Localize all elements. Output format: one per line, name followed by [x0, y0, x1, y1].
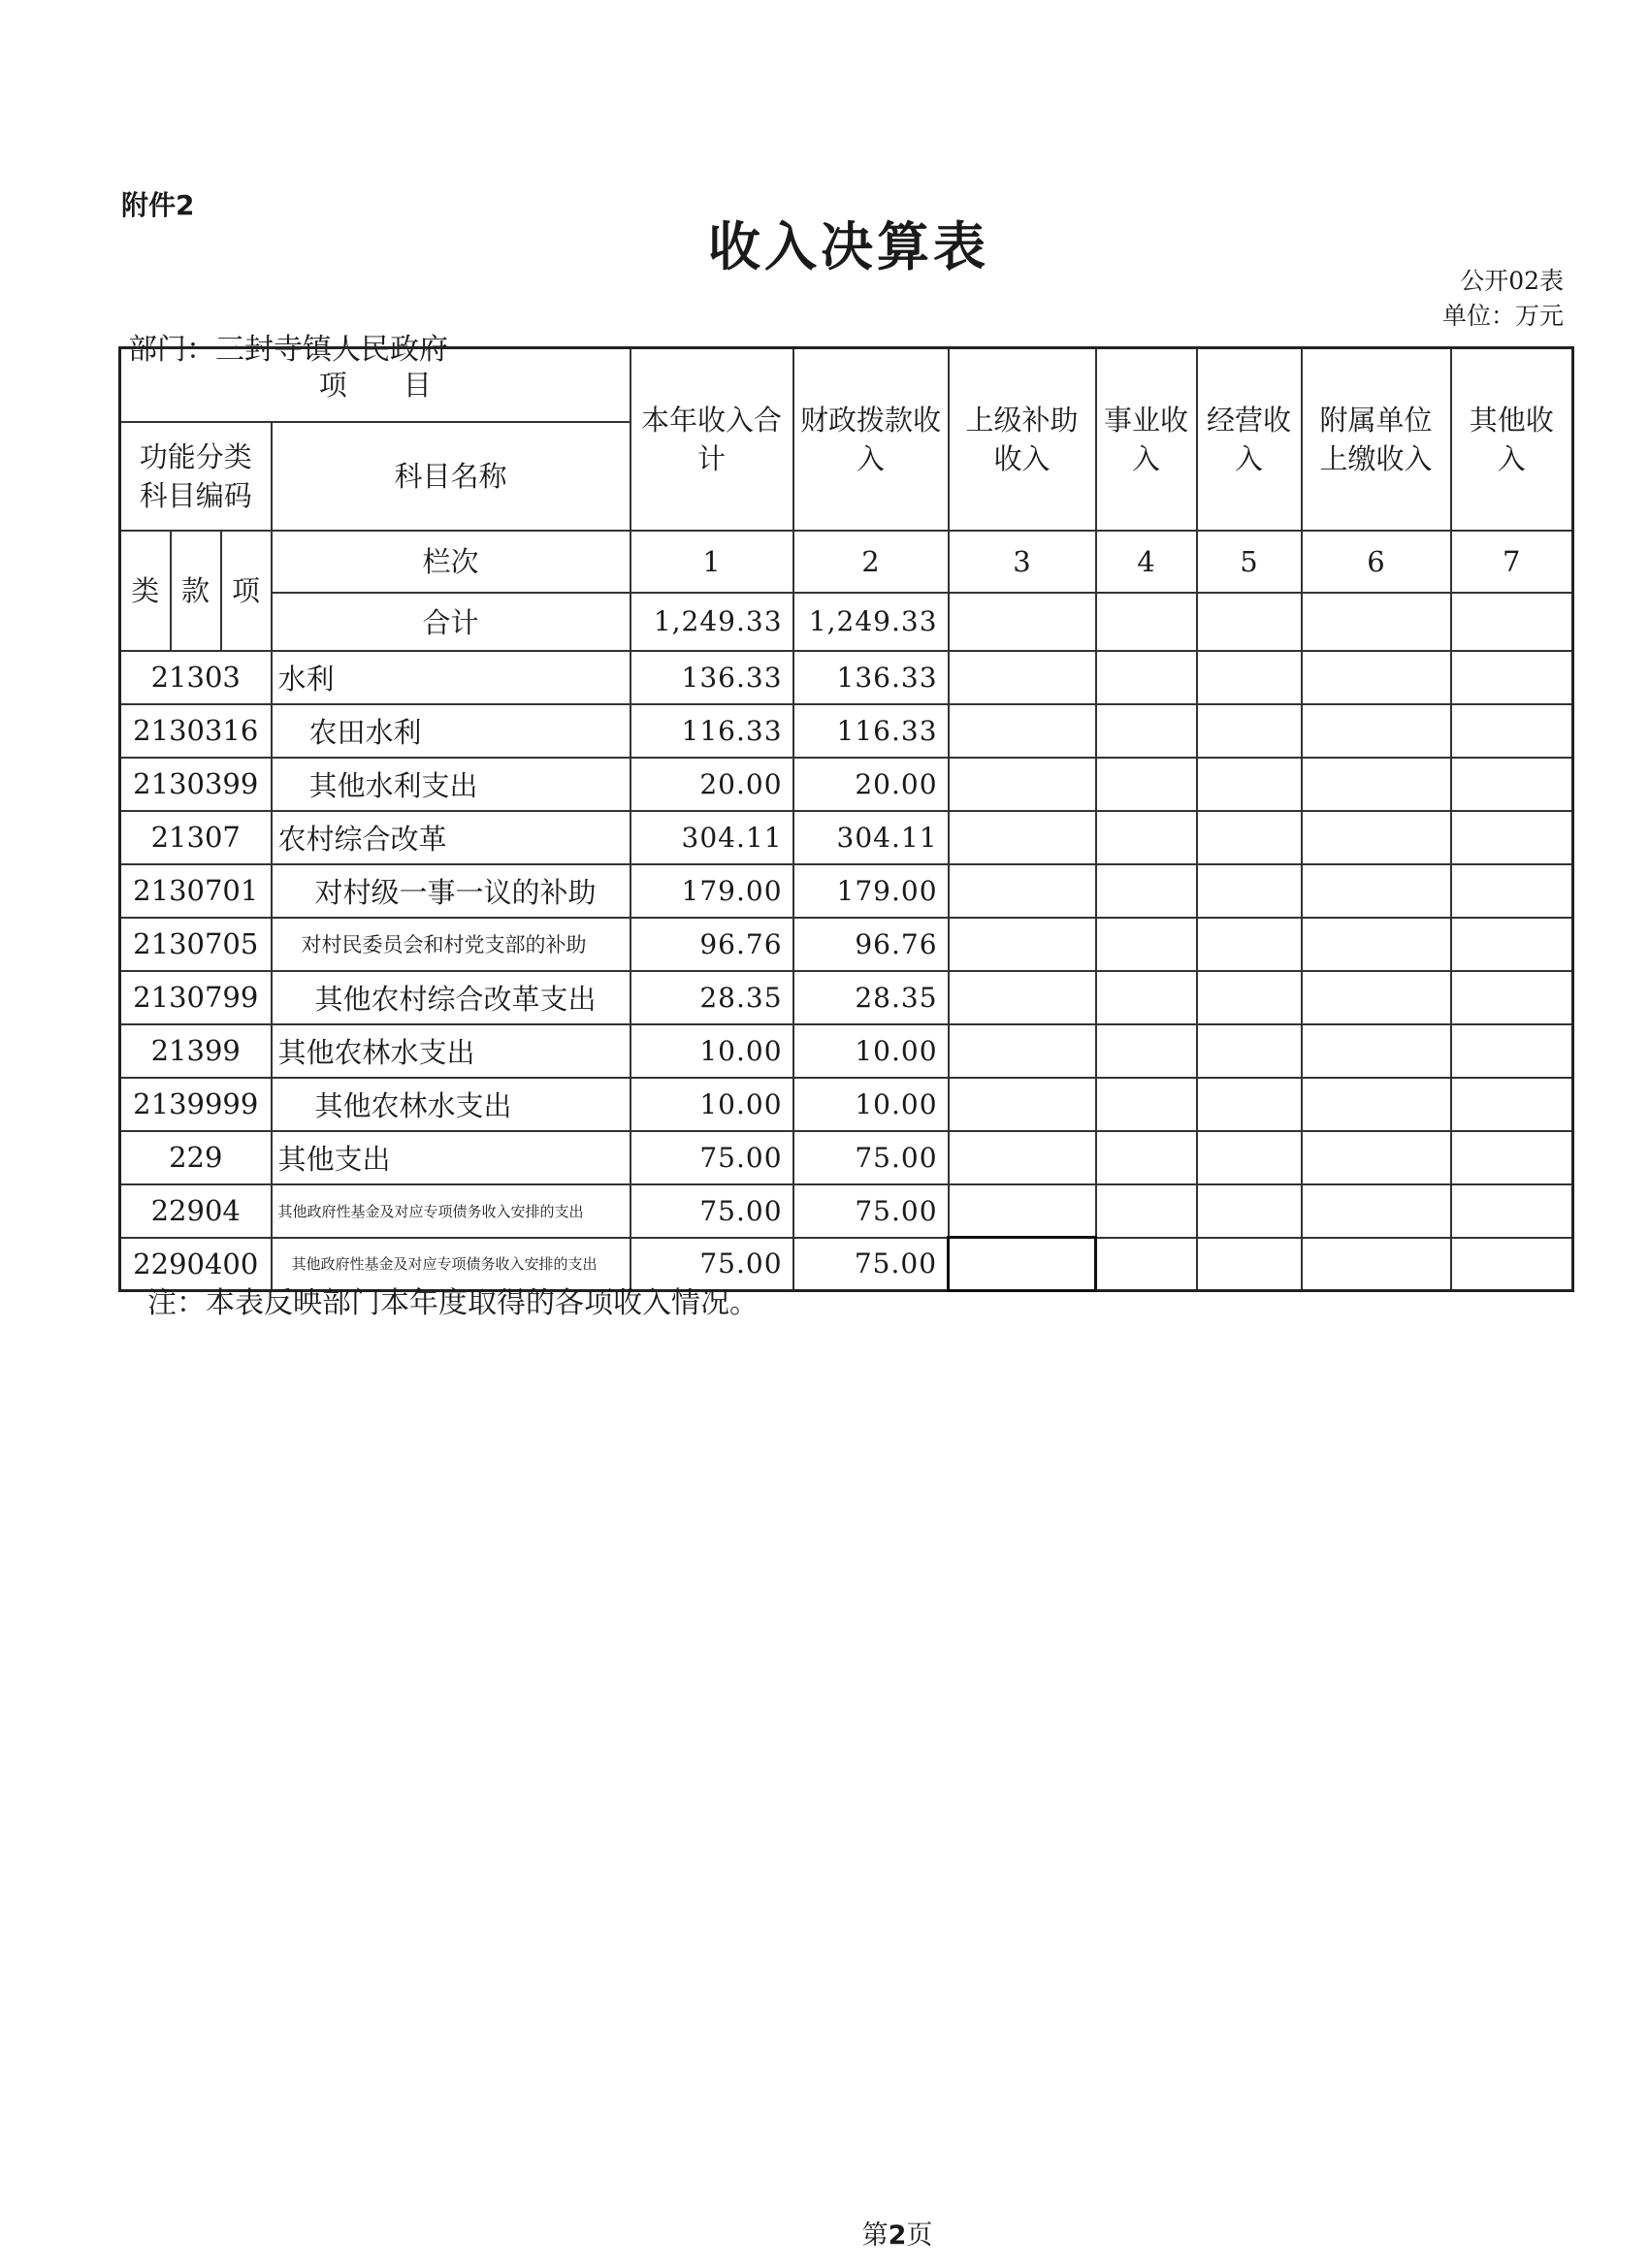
- row-fiscal: 304.11: [793, 811, 949, 864]
- header-col-6: 附属单位上缴收入: [1302, 348, 1451, 531]
- row-code: 21399: [120, 1024, 272, 1078]
- total-fiscal: 1,249.33: [793, 593, 949, 651]
- row-fiscal: 75.00: [793, 1184, 949, 1238]
- row-name: 其他政府性基金及对应专项债务收入安排的支出: [272, 1184, 630, 1238]
- header-xiang: 项: [221, 531, 272, 651]
- row-annual: 75.00: [630, 1131, 793, 1184]
- row-code: 2130701: [120, 864, 272, 918]
- row-fiscal: 20.00: [793, 758, 949, 811]
- row-fiscal: 10.00: [793, 1078, 949, 1131]
- column-number-6: 6: [1302, 531, 1451, 593]
- row-name: 对村民委员会和村党支部的补助: [272, 918, 630, 971]
- row-name: 水利: [272, 651, 630, 704]
- row-name: 其他农林水支出: [272, 1024, 630, 1078]
- row-fiscal: 75.00: [793, 1131, 949, 1184]
- row-name: 其他政府性基金及对应专项债务收入安排的支出: [272, 1238, 630, 1291]
- header-col-7: 其他收入: [1451, 348, 1573, 531]
- column-number-5: 5: [1197, 531, 1302, 593]
- table-row: [120, 918, 1573, 971]
- table-note: 注：本表反映部门本年度取得的各项收入情况。: [147, 1286, 759, 1320]
- row-fiscal: 75.00: [793, 1238, 949, 1291]
- row-code: 2130705: [120, 918, 272, 971]
- income-table-container: [118, 346, 1571, 1292]
- table-row: [120, 704, 1573, 758]
- row-name: 其他水利支出: [272, 758, 630, 811]
- row-name: 其他农林水支出: [272, 1078, 630, 1131]
- header-col-1: 本年收入合计: [630, 348, 793, 531]
- header-subject-name: 科目名称: [272, 422, 630, 531]
- row-code: 2139999: [120, 1078, 272, 1131]
- row-code: 22904: [120, 1184, 272, 1238]
- header-func-code: 功能分类科目编码: [120, 422, 272, 531]
- row-annual: 28.35: [630, 971, 793, 1024]
- row-fiscal: 10.00: [793, 1024, 949, 1078]
- header-column-row: 栏次: [272, 531, 630, 593]
- row-name: 对村级一事一议的补助: [272, 864, 630, 918]
- row-fiscal: 28.35: [793, 971, 949, 1024]
- row-fiscal: 179.00: [793, 864, 949, 918]
- row-code: 2130799: [120, 971, 272, 1024]
- row-annual: 304.11: [630, 811, 793, 864]
- row-annual: 116.33: [630, 704, 793, 758]
- table-row: [120, 758, 1573, 811]
- income-table: [118, 346, 1574, 1292]
- row-code: 21307: [120, 811, 272, 864]
- header-lei: 类: [120, 531, 171, 651]
- header-kuan: 款: [171, 531, 221, 651]
- unit-label: 单位：万元: [1441, 302, 1564, 330]
- row-code: 2290400: [120, 1238, 272, 1291]
- row-fiscal: 136.33: [793, 651, 949, 704]
- row-code: 229: [120, 1131, 272, 1184]
- table-row: [120, 971, 1573, 1024]
- table-row: [120, 1024, 1573, 1078]
- row-annual: 75.00: [630, 1184, 793, 1238]
- row-annual: 20.00: [630, 758, 793, 811]
- row-name: 其他支出: [272, 1131, 630, 1184]
- row-fiscal: 116.33: [793, 704, 949, 758]
- total-annual: 1,249.33: [630, 593, 793, 651]
- table-number: 公开02表: [1460, 267, 1564, 295]
- column-number-7: 7: [1451, 531, 1573, 593]
- table-row: [120, 811, 1573, 864]
- row-name: 其他农村综合改革支出: [272, 971, 630, 1024]
- table-row: [120, 1078, 1573, 1131]
- row-code: 21303: [120, 651, 272, 704]
- row-annual: 96.76: [630, 918, 793, 971]
- table-row: [120, 651, 1573, 704]
- table-row: [120, 1184, 1573, 1238]
- page-title: 收入决算表: [708, 216, 989, 277]
- table-row: [120, 1131, 1573, 1184]
- column-number-3: 3: [949, 531, 1096, 593]
- row-name: 农村综合改革: [272, 811, 630, 864]
- row-code: 2130316: [120, 704, 272, 758]
- header-col-3: 上级补助收入: [949, 348, 1096, 531]
- column-number-4: 4: [1096, 531, 1197, 593]
- row-annual: 10.00: [630, 1024, 793, 1078]
- department-label: 部门：三封寺镇人民政府: [128, 333, 448, 367]
- row-code: 2130399: [120, 758, 272, 811]
- row-annual: 10.00: [630, 1078, 793, 1131]
- header-col-2: 财政拨款收入: [793, 348, 949, 531]
- column-number-2: 2: [793, 531, 949, 593]
- header-col-4: 事业收入: [1096, 348, 1197, 531]
- total-label: 合计: [272, 593, 630, 651]
- header-item: 项 目: [120, 348, 630, 422]
- total-row: [120, 593, 1573, 651]
- attachment-label: 附件2: [121, 189, 195, 221]
- row-fiscal: 96.76: [793, 918, 949, 971]
- row-annual: 75.00: [630, 1238, 793, 1291]
- row-annual: 136.33: [630, 651, 793, 704]
- header-col-5: 经营收入: [1197, 348, 1302, 531]
- page-number: 第2页: [861, 2220, 933, 2251]
- column-number-1: 1: [630, 531, 793, 593]
- table-row: [120, 864, 1573, 918]
- row-annual: 179.00: [630, 864, 793, 918]
- row-name: 农田水利: [272, 704, 630, 758]
